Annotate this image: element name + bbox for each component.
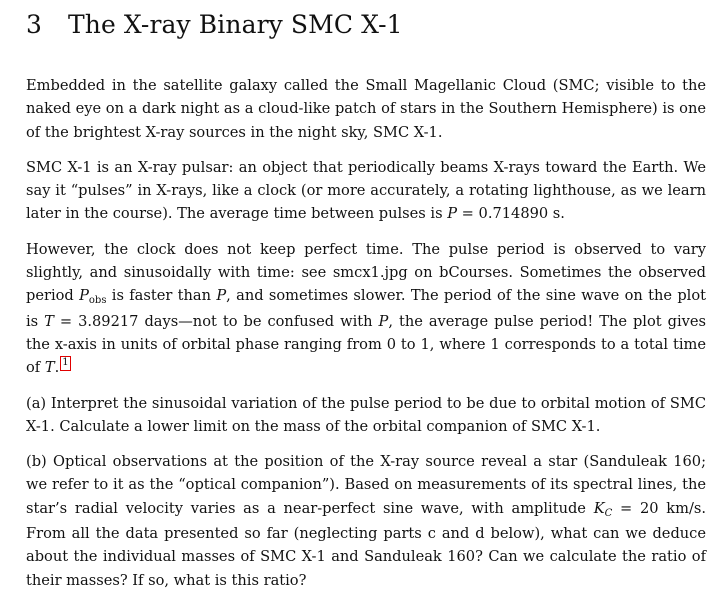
question-part-b-text-b: = 20 km/s. From all the data presented so far (neglecting parts c and d below), what can we deduce about the individual masses of SMC X-1 and Sanduleak 160? Can we calculate the ratio of their masses? If so, what is this ratio? [26,499,706,589]
paragraph-clock-text-f: . [54,359,60,377]
paragraph-pulsar-text: SMC X-1 is an X-ray pulsar: an object that periodically beams X-rays toward the Earth. We say it “pulses” in X-rays, like a clock (or more accurately, a rotating lighthouse, as we learn later in the course). The average time between pulses is [26,158,706,223]
math-var-pobs [79,287,107,307]
math-var-t-1: T [44,312,54,330]
question-part-a-text: (a) Interpret the sinusoidal variation of the pulse period to be due to orbital motion of SMC X-1. Calculate a lower limit on the mass of the orbital companion of SMC X-1. [26,394,706,435]
paragraph-intro [26,74,706,144]
math-var-kc-base: K [593,499,605,517]
paragraph-clock-text-b: is faster than [106,287,217,305]
math-var-pobs-sub: obs [88,295,107,307]
paragraph-clock-text-d: = 3.89217 days—not to be confused with [53,312,379,330]
paragraph-clock-text-a: However, the clock does not keep perfect time. The pulse period is observed to vary slightly, and sinusoidally with time: see smcx1.jpg on bCourses. Sometimes the observed period [26,240,706,305]
math-var-kc [594,500,613,517]
math-var-pobs-base: P [79,287,89,305]
paragraph-pulsar [26,156,706,226]
paragraph-clock-text-e: , the average pulse period! The plot gives the x-axis in units of orbital phase ranging from 0 to 1, where 1 corresponds to a total time of [26,312,706,377]
math-var-p: P [447,205,458,223]
math-var-p-2: P [378,312,389,330]
math-var-t-2: T [44,359,55,377]
section-number: 3 [26,10,43,39]
math-var-kc-sub: C [604,507,613,519]
document-page [26,10,706,604]
paragraph-intro-text: Embedded in the satellite galaxy called the Small Magellanic Cloud (SMC; visible to the naked eye on a dark night as a cloud-like patch of stars in the Southern Hemisphere) is one of the brightest X-ray sources in the night sky, SMC X-1. [26,77,706,141]
paragraph-clock-text-c: , and sometimes slower. The period of the sine wave on the plot is [26,287,706,330]
paragraph-clock [26,238,706,380]
paragraph-pulsar-value: = 0.714890 s. [457,205,565,223]
footnote-link[interactable]: 1 [60,356,70,371]
section-heading [26,10,706,40]
question-part-a [26,392,706,439]
question-part-b-text-a: (b) Optical observations at the position of the X-ray source reveal a star (Sanduleak 160; we refer to it as the “optical companion”). Based on measurements of its spectral lines, the star’s radial velocity varies as a near-perfect sine wave, with amplitude [26,453,706,517]
section-title: The X-ray Binary SMC X-1 [68,10,403,39]
math-var-p-1: P [216,287,227,305]
